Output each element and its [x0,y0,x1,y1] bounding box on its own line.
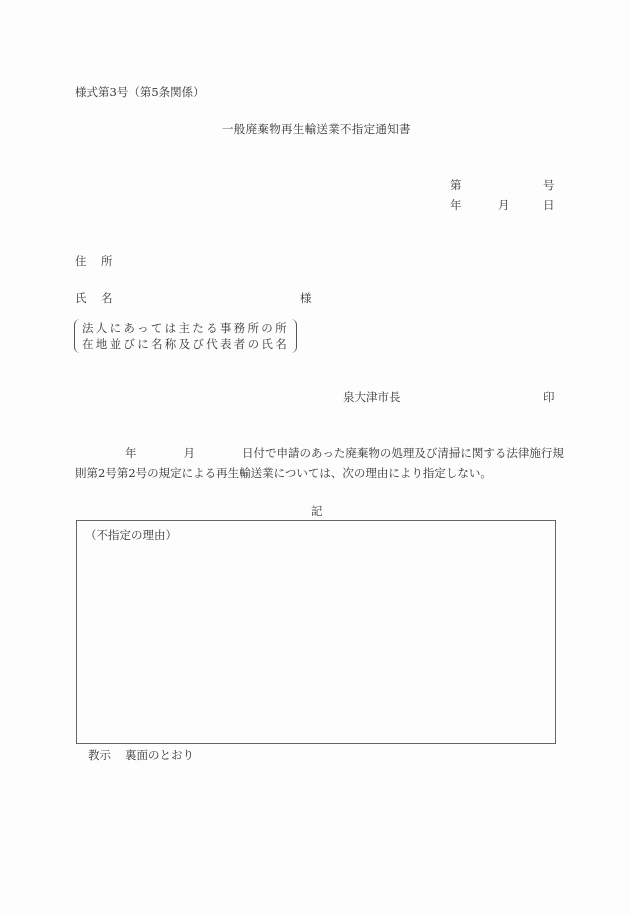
address-label: 住 所 [75,254,113,268]
reason-box[interactable] [76,520,556,744]
instruction-text: 裏面のとおり [125,748,194,762]
corporation-note-line-1: 法人にあっては主たる事務所の所 [82,321,289,335]
date-month-label: 月 [498,198,510,212]
date-year-label: 年 [450,198,462,212]
date-day-label: 日 [543,198,555,212]
honorific: 様 [300,291,312,305]
form-number: 様式第3号（第5条関係） [75,85,205,99]
name-label: 氏 名 [75,291,113,305]
doc-number-suffix: 号 [543,178,555,192]
body-line-2: 則第2号第2号の規定による再生輸送業については、次の理由により指定しない。 [75,466,492,480]
ki-heading: 記 [311,504,323,518]
corporation-note [74,319,297,353]
instruction [88,750,194,762]
body-line-1: 年 月 日付で申請のあった廃棄物の処理及び清掃に関する法律施行規 [125,446,564,460]
reason-label: （不指定の理由） [85,528,177,542]
seal-mark: 印 [543,390,555,404]
issuer-title: 泉大津市長 [343,390,401,404]
document-title: 一般廃棄物再生輸送業不指定通知書 [222,122,411,136]
instruction-label: 教示 [88,748,111,762]
doc-number-prefix: 第 [450,178,462,192]
corporation-note-line-2: 在地並びに名称及び代表者の氏名 [82,337,289,351]
